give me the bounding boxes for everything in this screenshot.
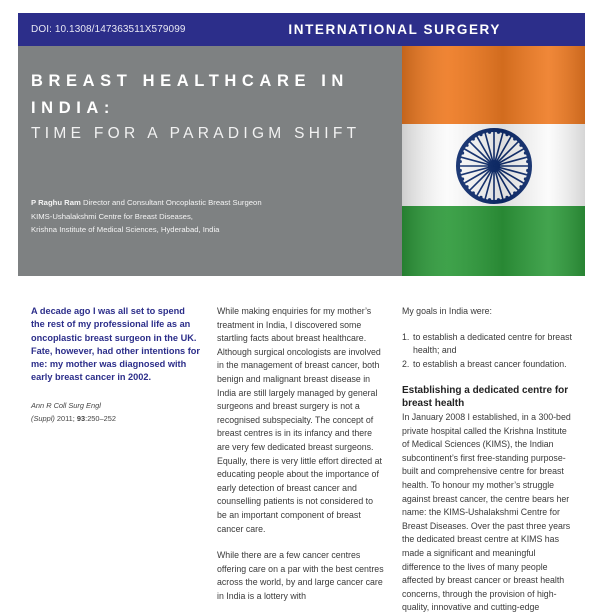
citation-journal: Ann R Coll Surg Engl [31, 400, 101, 410]
body-paragraph-2: While there are a few cancer centres offering care on a par with the best centres across the world, by and large cancer care in India is a lottery with [217, 550, 384, 601]
article-title-line-1: BREAST HEALTHCARE IN [31, 72, 349, 90]
list-item [402, 331, 574, 358]
section-heading: Establishing a dedicated centre for breast health [402, 385, 569, 410]
author-name: P Raghu Ram [31, 198, 81, 207]
doi-text: DOI: 10.1308/147363511X579099 [31, 24, 186, 35]
goal-number: 1. [402, 331, 410, 342]
column-1 [31, 305, 201, 425]
flag-graphic [402, 46, 585, 276]
author-role: Director and Consultant Oncoplastic Breast Surgeon [82, 198, 262, 207]
body-paragraph-3: In January 2008 I established, in a 300-bed private hospital called the Krishna Institute of Medical Sciences (KIMS), the Indian subcontinent’s first free-standing purpose-built and comprehensive centre for breast health. To honour my mother’s struggle against breast cancer, the centre bears her name: the KIMS-Ushalakshmi Centre for Breast Diseases. Over the past three years the dedicated breast centre at KIMS has made a significant and meaningful difference to the lives of many people affected by breast cancer or breast health concerns, through the provision of high-quality, innovative and cutting-edge [402, 411, 571, 613]
goals-intro: My goals in India were: [402, 306, 492, 316]
list-item [402, 358, 574, 372]
citation-pages: :250–252 [85, 413, 116, 423]
indian-flag-image [402, 46, 585, 276]
journal-header-bar [18, 13, 585, 46]
journal-section-title: INTERNATIONAL SURGERY [288, 22, 501, 37]
article-title-panel [18, 46, 402, 276]
body-paragraph-1: While making enquiries for my mother’s treatment in India, I discovered some startling facts about breast healthcare. Although surgical oncologists are involved in the management of breast cancer, both benign and malignant breast disease in India are still largely managed by general surgeons and breast surgery is not a recognised subspecialty. The concept of breast centres is in its infancy and there are very few dedicated breast surgeons. Equally, there is very little effort directed at educating people about the importance of early detection of breast cancer and counselling patients is not considered to be an important component of breast cancer care. [217, 306, 382, 534]
goals-list [402, 331, 574, 372]
article-subtitle: TIME FOR A PARADIGM SHIFT [31, 125, 361, 142]
column-2 [217, 305, 384, 603]
citation-suppl: (Suppl) [31, 413, 55, 423]
article-title-line-2: INDIA: [31, 99, 116, 117]
citation-year: 2011; [56, 413, 75, 423]
author-block [31, 196, 262, 237]
citation [31, 399, 201, 425]
goal-number: 2. [402, 358, 410, 369]
goal-text: to establish a breast cancer foundation. [413, 358, 567, 369]
affiliation-line-1: KIMS-Ushalakshmi Centre for Breast Diseases, [31, 211, 193, 221]
column-3 [402, 305, 574, 615]
affiliation-line-2: Krishna Institute of Medical Sciences, Hyderabad, India [31, 225, 220, 234]
goal-text: to establish a dedicated centre for breast health; and [413, 331, 572, 356]
citation-volume: 93 [76, 413, 86, 423]
lead-paragraph: A decade ago I was all set to spend the rest of my professional life as an oncoplastic breast surgeon in the UK. Fate, however, had other intentions for me: my mother was diagnosed with early breast cancer in 2002. [31, 306, 200, 383]
